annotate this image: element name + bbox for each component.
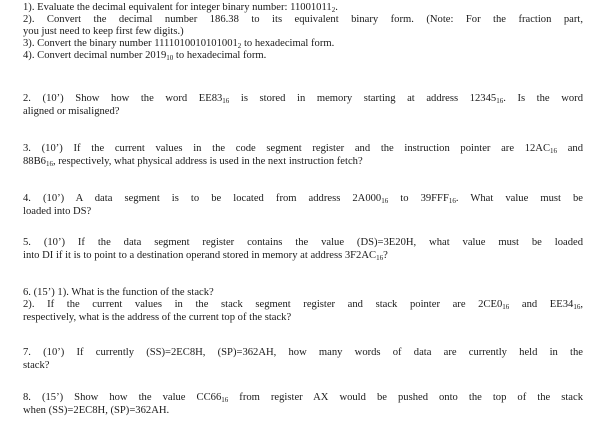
base-subscript: 16: [381, 197, 389, 205]
q1-part1-line: [23, 2, 583, 14]
base-subscript: 16: [45, 160, 53, 168]
q6-line3: respectively, what is the address of the current top of the stack?: [23, 312, 292, 323]
q8-text-tail: from register AX would be pushed onto the top of the stack: [228, 392, 583, 403]
q2-text-mid: is stored in memory starting at address 12345: [229, 93, 497, 104]
q7-line1: 7. (10’) If currently (SS)=2EC8H, (SP)=362AH, how many words of data are currently held in the: [23, 347, 583, 358]
q1-part4-text: 4). Convert decimal number 2019: [23, 50, 167, 61]
base-subscript: 2: [237, 42, 242, 50]
q4-line1: [23, 193, 583, 205]
q6-line2: [23, 299, 583, 311]
q8-line1: [23, 392, 583, 404]
q1-part3-text: 3). Convert the binary number 1111010010101001: [23, 38, 238, 49]
q5-line1: 5. (10’) If the data segment register contains the value (DS)=3E20H, what value must be loaded: [23, 237, 583, 248]
q1-part1-text: 1). Evaluate the decimal equivalent for integer binary number: 11001011: [23, 2, 332, 13]
base-subscript: 10: [166, 54, 174, 62]
base-subscript: 16: [496, 97, 504, 105]
base-subscript: 16: [448, 197, 456, 205]
q1-part3-tail: to hexadecimal form.: [241, 38, 335, 49]
base-subscript: 16: [573, 303, 581, 311]
q2-line2: aligned or misaligned?: [23, 106, 120, 117]
base-subscript: 16: [221, 396, 229, 404]
q1-part3-line: [23, 38, 583, 50]
q1-part4-line: [23, 50, 583, 62]
base-subscript: 16: [376, 254, 384, 262]
q8-line2: when (SS)=2EC8H, (SP)=362AH.: [23, 405, 170, 416]
q7-line2: stack?: [23, 360, 50, 371]
q1-part2-cont: you just need to keep first few digits.): [23, 26, 184, 37]
q6-line1: 6. (15’) 1). What is the function of the stack?: [23, 287, 214, 298]
q4-text: 4. (10’) A data segment is to be located from address 2A000: [23, 193, 382, 204]
q4-text-tail: . What value must be: [455, 193, 583, 204]
q2-text-tail: . Is the word: [503, 93, 583, 104]
q1-part2-line: 2). Convert the decimal number 186.38 to its equivalent binary form. (Note: For the fraction part,: [23, 14, 583, 25]
q6-text: 2). If the current values in the stack segment register and stack pointer are 2CE0: [23, 299, 503, 310]
q5-text: into DI if it is to point to a destination operand stored in memory at address 3F2AC: [23, 250, 377, 261]
q5-text-tail: ?: [383, 250, 388, 261]
q5-line2: [23, 250, 583, 262]
q4-text-mid: to 39FFF: [388, 193, 449, 204]
base-subscript: 16: [502, 303, 510, 311]
q1-part1-tail: .: [335, 2, 338, 13]
q6-text-mid: and EE34: [509, 299, 574, 310]
q2-text: 2. (10’) Show how the word EE83: [23, 93, 223, 104]
base-subscript: 16: [222, 97, 230, 105]
q3-text-end: , respectively, what physical address is used in the next instruction fetch?: [52, 156, 363, 167]
q6-text-tail: ,: [580, 299, 583, 310]
q3-line1: [23, 143, 583, 155]
base-subscript: 2: [331, 6, 336, 14]
q2-line1: [23, 93, 583, 105]
base-subscript: 16: [550, 147, 558, 155]
q3-value: 88B6: [23, 156, 46, 167]
q3-line2: [23, 156, 583, 168]
q3-text-tail: and: [557, 143, 584, 154]
q8-text: 8. (15’) Show how the value CC66: [23, 392, 222, 403]
q1-part4-tail: to hexadecimal form.: [173, 50, 267, 61]
q3-text: 3. (10’) If the current values in the code segment register and the instruction pointer are 12AC: [23, 143, 551, 154]
q4-line2: loaded into DS?: [23, 206, 92, 217]
